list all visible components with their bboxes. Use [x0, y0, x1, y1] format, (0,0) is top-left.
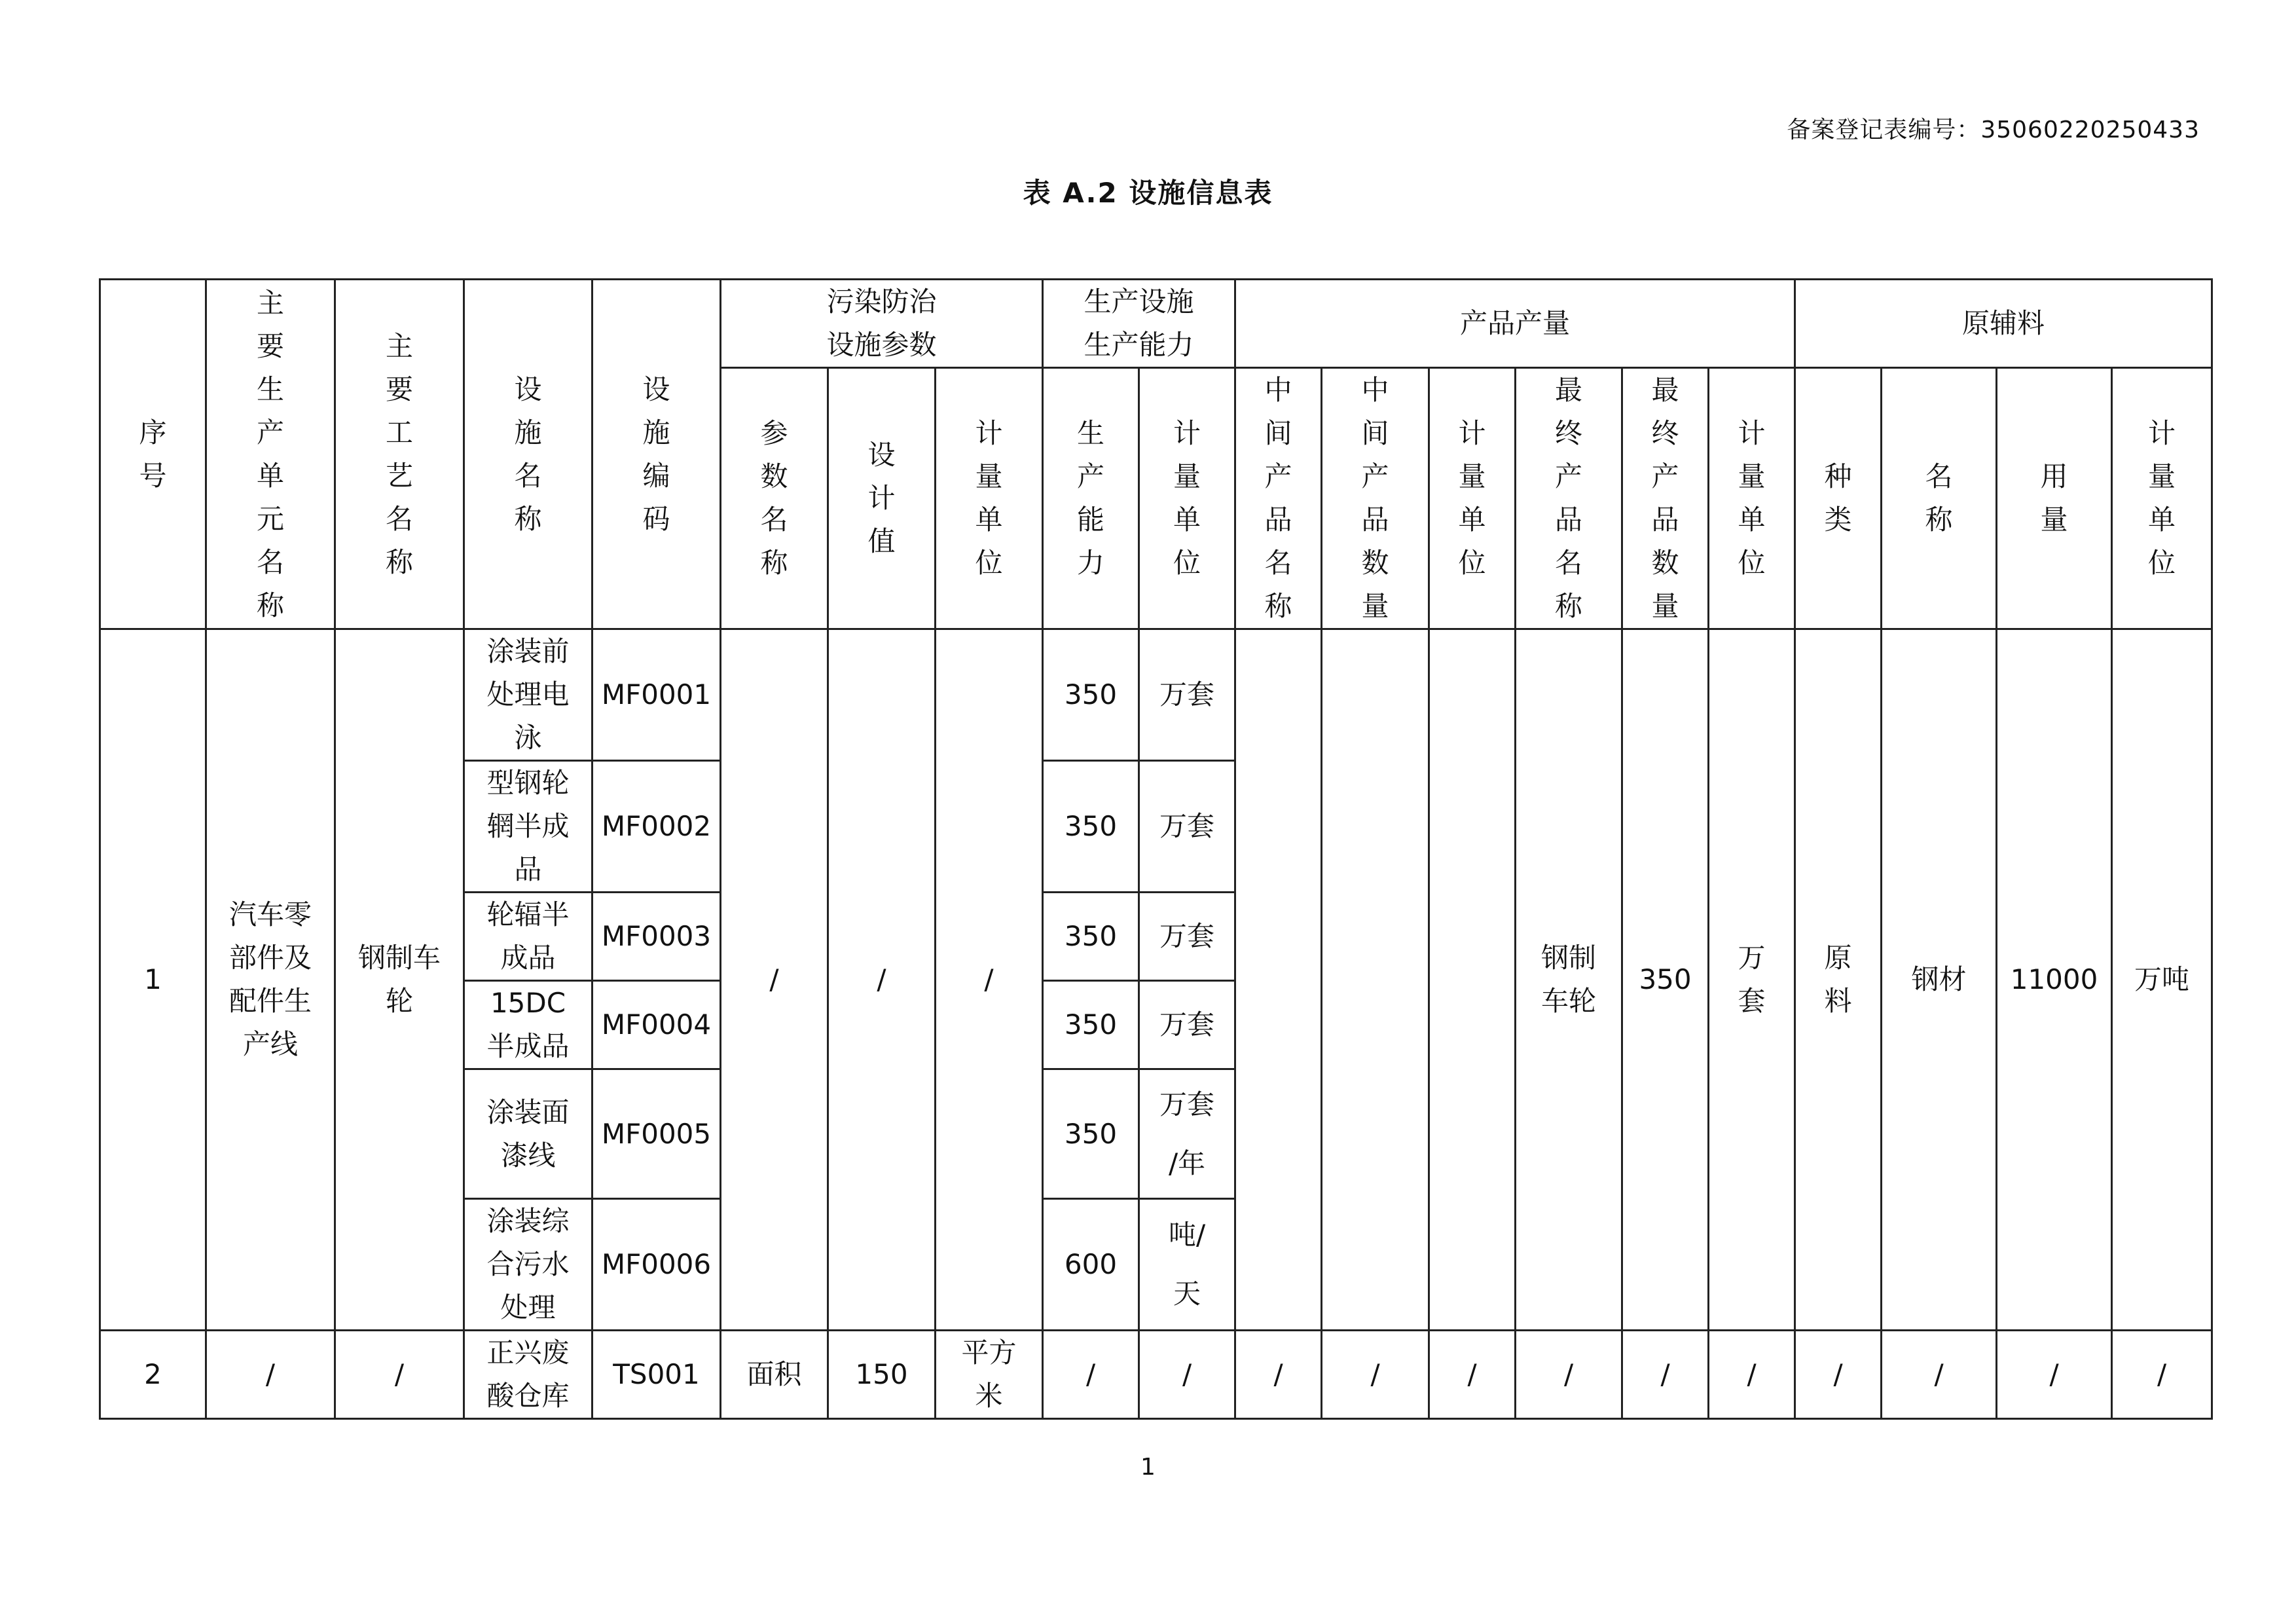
row1-final-product-qty: 350: [1622, 629, 1709, 1331]
col-header-facility-code: 设 施 编 码: [592, 280, 721, 629]
facility-capacity: 350: [1043, 981, 1139, 1069]
facility-code: MF0004: [592, 981, 721, 1069]
table-row: [100, 629, 2212, 761]
facility-capacity-unit: 万套: [1139, 893, 1235, 981]
facility-capacity-unit: 吨/ 天: [1139, 1199, 1235, 1331]
row1-mid-product-name: [1235, 629, 1322, 1331]
row1-final-unit: 万 套: [1709, 629, 1795, 1331]
col-header-material-kind: 种 类: [1795, 368, 1882, 629]
row1-param-name: /: [721, 629, 828, 1331]
col-header-process: 主 要 工 艺 名 称: [335, 280, 464, 629]
facility-capacity: 350: [1043, 893, 1139, 981]
facility-code: MF0005: [592, 1069, 721, 1199]
facility-info-table: [99, 278, 2213, 1420]
row2-param-name: 面积: [721, 1331, 828, 1419]
col-header-material-name: 名 称: [1882, 368, 1997, 629]
row2-design-value: 150: [828, 1331, 936, 1419]
row2-capacity: /: [1043, 1331, 1139, 1419]
row2-material-amount: /: [1997, 1331, 2112, 1419]
page-number: 1: [1140, 1454, 1156, 1481]
col-header-design-value: 设 计 值: [828, 368, 936, 629]
col-header-param-unit: 计 量 单 位: [936, 368, 1043, 629]
col-header-material-unit: 计 量 单 位: [2112, 368, 2212, 629]
facility-capacity: 350: [1043, 1069, 1139, 1199]
facility-code: MF0001: [592, 629, 721, 761]
facility-capacity-unit: 万套: [1139, 981, 1235, 1069]
col-header-seq: 序 号: [100, 280, 206, 629]
facility-capacity: 350: [1043, 629, 1139, 761]
col-header-unit: 主 要 生 产 单 元 名 称: [206, 280, 335, 629]
facility-capacity: 350: [1043, 761, 1139, 893]
facility-capacity-unit: 万套: [1139, 629, 1235, 761]
col-header-final-product-qty: 最 终 产 品 数 量: [1622, 368, 1709, 629]
facility-code: MF0002: [592, 761, 721, 893]
col-header-capacity: 生 产 能 力: [1043, 368, 1139, 629]
row2-material-name: /: [1882, 1331, 1997, 1419]
group-header-product: 产品产量: [1235, 280, 1795, 368]
row2-seq: 2: [100, 1331, 206, 1419]
row2-mid-product-name: /: [1235, 1331, 1322, 1419]
row1-final-product-name: 钢制 车轮: [1516, 629, 1622, 1331]
row2-capacity-unit: /: [1139, 1331, 1235, 1419]
row2-production-unit: /: [206, 1331, 335, 1419]
row2-process-name: /: [335, 1331, 464, 1419]
table-title: 表 A.2 设施信息表: [1023, 177, 1273, 209]
col-header-facility-name: 设 施 名 称: [464, 280, 592, 629]
facility-name: 型钢轮 辋半成 品: [464, 761, 592, 893]
row2-final-unit: /: [1709, 1331, 1795, 1419]
col-header-final-product-name: 最 终 产 品 名 称: [1516, 368, 1622, 629]
row2-material-kind: /: [1795, 1331, 1882, 1419]
col-header-mid-product-qty: 中 间 产 品 数 量: [1322, 368, 1429, 629]
facility-name: 涂装前 处理电 泳: [464, 629, 592, 761]
facility-name: 轮辐半 成品: [464, 893, 592, 981]
row1-material-name: 钢材: [1882, 629, 1997, 1331]
row2-mid-unit: /: [1429, 1331, 1516, 1419]
row1-param-unit: /: [936, 629, 1043, 1331]
col-header-capacity-unit: 计 量 单 位: [1139, 368, 1235, 629]
col-header-final-unit: 计 量 单 位: [1709, 368, 1795, 629]
row2-mid-product-qty: /: [1322, 1331, 1429, 1419]
col-header-mid-product-name: 中 间 产 品 名 称: [1235, 368, 1322, 629]
facility-capacity-unit: 万套: [1139, 761, 1235, 893]
row1-process-name: 钢制车 轮: [335, 629, 464, 1331]
row2-param-unit: 平方 米: [936, 1331, 1043, 1419]
row2-facility-code: TS001: [592, 1331, 721, 1419]
row1-seq: 1: [100, 629, 206, 1331]
row1-design-value: /: [828, 629, 936, 1331]
facility-capacity-unit: 万套 /年: [1139, 1069, 1235, 1199]
facility-name: 15DC 半成品: [464, 981, 592, 1069]
row1-material-amount: 11000: [1997, 629, 2112, 1331]
facility-name: 涂装面 漆线: [464, 1069, 592, 1199]
row1-mid-product-qty: [1322, 629, 1429, 1331]
header-row-group: [100, 280, 2212, 368]
row1-material-kind: 原 料: [1795, 629, 1882, 1331]
group-header-material: 原辅料: [1795, 280, 2212, 368]
row2-final-product-qty: /: [1622, 1331, 1709, 1419]
col-header-param-name: 参 数 名 称: [721, 368, 828, 629]
facility-capacity: 600: [1043, 1199, 1139, 1331]
table-row: [100, 1331, 2212, 1419]
row1-mid-unit: [1429, 629, 1516, 1331]
row2-final-product-name: /: [1516, 1331, 1622, 1419]
row1-material-unit: 万吨: [2112, 629, 2212, 1331]
col-header-mid-unit: 计 量 单 位: [1429, 368, 1516, 629]
facility-name: 涂装综 合污水 处理: [464, 1199, 592, 1331]
row1-production-unit: 汽车零 部件及 配件生 产线: [206, 629, 335, 1331]
facility-code: MF0003: [592, 893, 721, 981]
registration-number: 备案登记表编号：35060220250433: [1787, 117, 2200, 143]
facility-code: MF0006: [592, 1199, 721, 1331]
row2-facility-name: 正兴废 酸仓库: [464, 1331, 592, 1419]
group-header-capacity: 生产设施 生产能力: [1043, 280, 1235, 368]
col-header-material-amount: 用 量: [1997, 368, 2112, 629]
group-header-pollution: 污染防治 设施参数: [721, 280, 1043, 368]
row2-material-unit: /: [2112, 1331, 2212, 1419]
